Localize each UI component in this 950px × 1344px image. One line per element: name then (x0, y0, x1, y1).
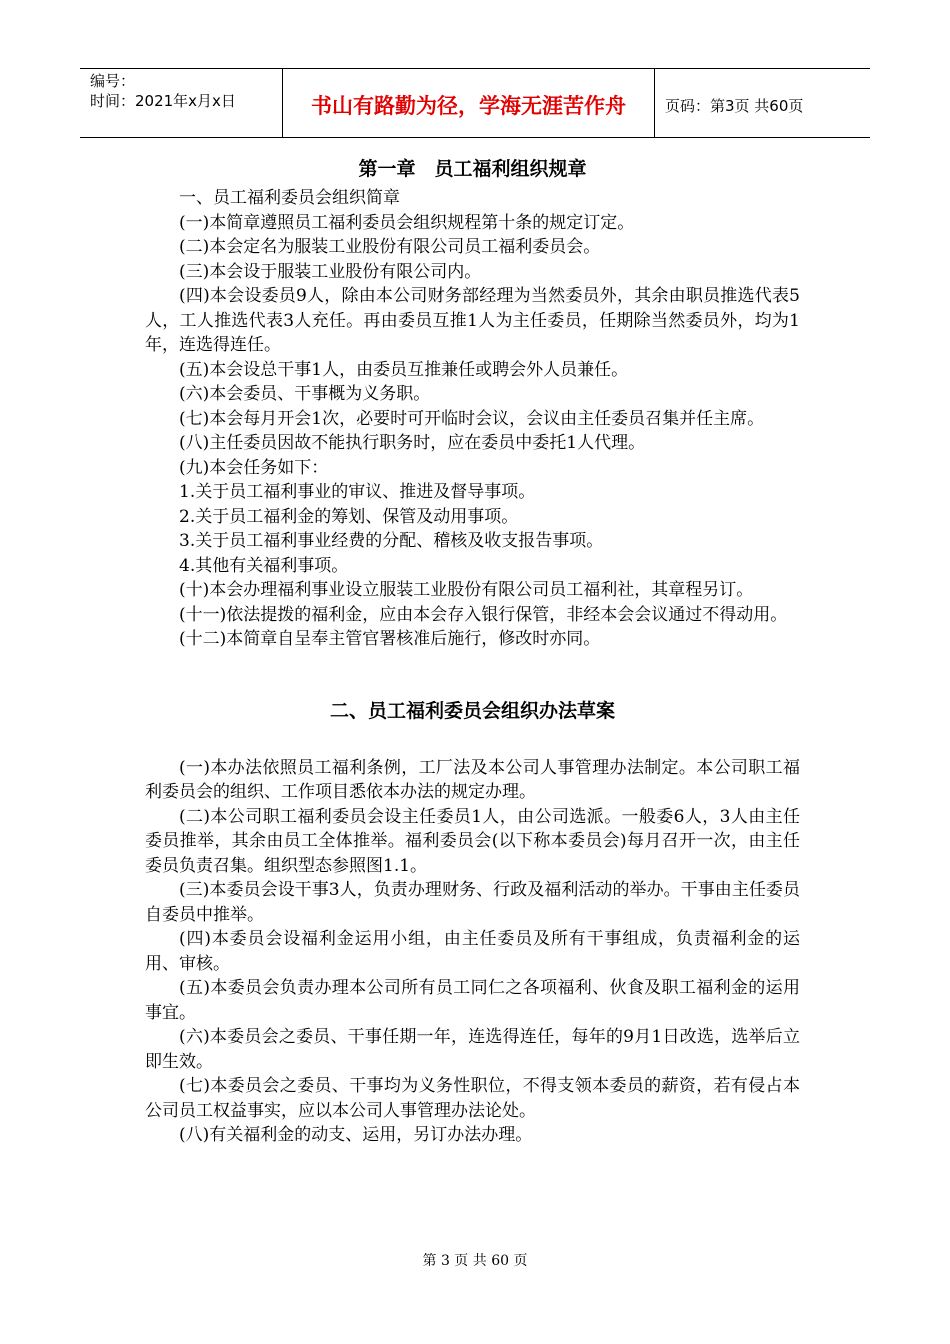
paragraph: (一)本简章遵照员工福利委员会组织规程第十条的规定订定。 (179, 212, 635, 233)
document-time-label: 时间：2021年x月x日 (90, 92, 236, 110)
paragraph: 3.关于员工福利事业经费的分配、稽核及收支报告事项。 (179, 531, 604, 551)
paragraph: (三)本委员会设干事3人，负责办理财务、行政及福利活动的举办。干事由主任委员自委员中推举。 (145, 880, 800, 925)
paragraph: (七)本会每月开会1次，必要时可开临时会议，会议由主任委员召集并任主席。 (179, 408, 765, 429)
paragraph: (四)本委员会设福利金运用小组，由主任委员及所有干事组成，负责福利金的运用、审核。 (145, 929, 800, 974)
paragraph: 4.其他有关福利事项。 (179, 555, 349, 576)
header-motto: 书山有路勤为径，学海无涯苦作舟 (283, 69, 655, 137)
paragraph: (二)本会定名为服装工业股份有限公司员工福利委员会。 (179, 237, 601, 257)
section-2-paragraphs (145, 756, 800, 1148)
section-2-title: 二、员工福利委员会组织办法草案 (329, 699, 615, 722)
paragraph: (十)本会办理福利事业设立服装工业股份有限公司员工福利社，其章程另订。 (179, 580, 754, 600)
paragraph: (一)本办法依照员工福利条例，工厂法及本公司人事管理办法制定。本公司职工福利委员会的组织、工作项目悉依本办法的规定办理。 (145, 757, 800, 802)
section-1-paragraphs (145, 211, 800, 652)
paragraph: (九)本会任务如下： (179, 457, 329, 478)
page-footer: 第 3 页 共 60 页 (422, 1253, 528, 1269)
header-info-cell (80, 69, 283, 137)
document-body (145, 152, 800, 1148)
paragraph: (五)本委员会负责办理本公司所有员工同仁之各项福利、伙食及职工福利金的运用事宜。 (145, 978, 800, 1023)
page-header (80, 68, 870, 138)
paragraph: 1.关于员工福利事业的审议、推进及督导事项。 (179, 482, 536, 502)
paragraph: (二)本公司职工福利委员会设主任委员1人，由公司选派。一般委6人，3人由主任委员推举，其余由员工全体推举。福利委员会(以下称本委员会)每月召开一次，由主任委员负责召集。组织型态参照图1.1。 (145, 806, 800, 876)
paragraph: (八)主任委员因故不能执行职务时，应在委员中委托1人代理。 (179, 433, 646, 453)
paragraph: (四)本会设委员9人，除由本公司财务部经理为当然委员外，其余由职员推选代表5人，工人推选代表3人充任。再由委员互推1人为主任委员，任期除当然委员外，均为1年，连选得连任。 (145, 286, 800, 355)
paragraph: (六)本会委员、干事概为义务职。 (179, 384, 431, 404)
paragraph: (八)有关福利金的动支、运用，另订办法办理。 (179, 1125, 533, 1145)
paragraph: (五)本会设总干事1人，由委员互推兼任或聘会外人员兼任。 (179, 359, 629, 380)
chapter-title: 第一章 员工福利组织规章 (358, 158, 587, 180)
paragraph: (七)本委员会之委员、干事均为义务性职位，不得支领本委员的薪资，若有侵占本公司员工权益事实，应以本公司人事管理办法论处。 (145, 1076, 800, 1121)
paragraph: 2.关于员工福利金的筹划、保管及动用事项。 (179, 506, 519, 527)
paragraph: (十二)本简章自呈奉主管官署核准后施行，修改时亦同。 (179, 629, 601, 649)
section-1-title: 一、员工福利委员会组织简章 (179, 188, 400, 208)
paragraph: (三)本会设于服装工业股份有限公司内。 (179, 261, 482, 282)
paragraph: (六)本委员会之委员、干事任期一年，连选得连任，每年的9月1日改选，选举后立即生效。 (145, 1027, 800, 1072)
paragraph: (十一)依法提拨的福利金，应由本会存入银行保管，非经本会会议通过不得动用。 (179, 604, 788, 625)
document-number-label: 编号： (90, 72, 136, 90)
header-page-info: 页码：第3页 共60页 (665, 96, 804, 115)
